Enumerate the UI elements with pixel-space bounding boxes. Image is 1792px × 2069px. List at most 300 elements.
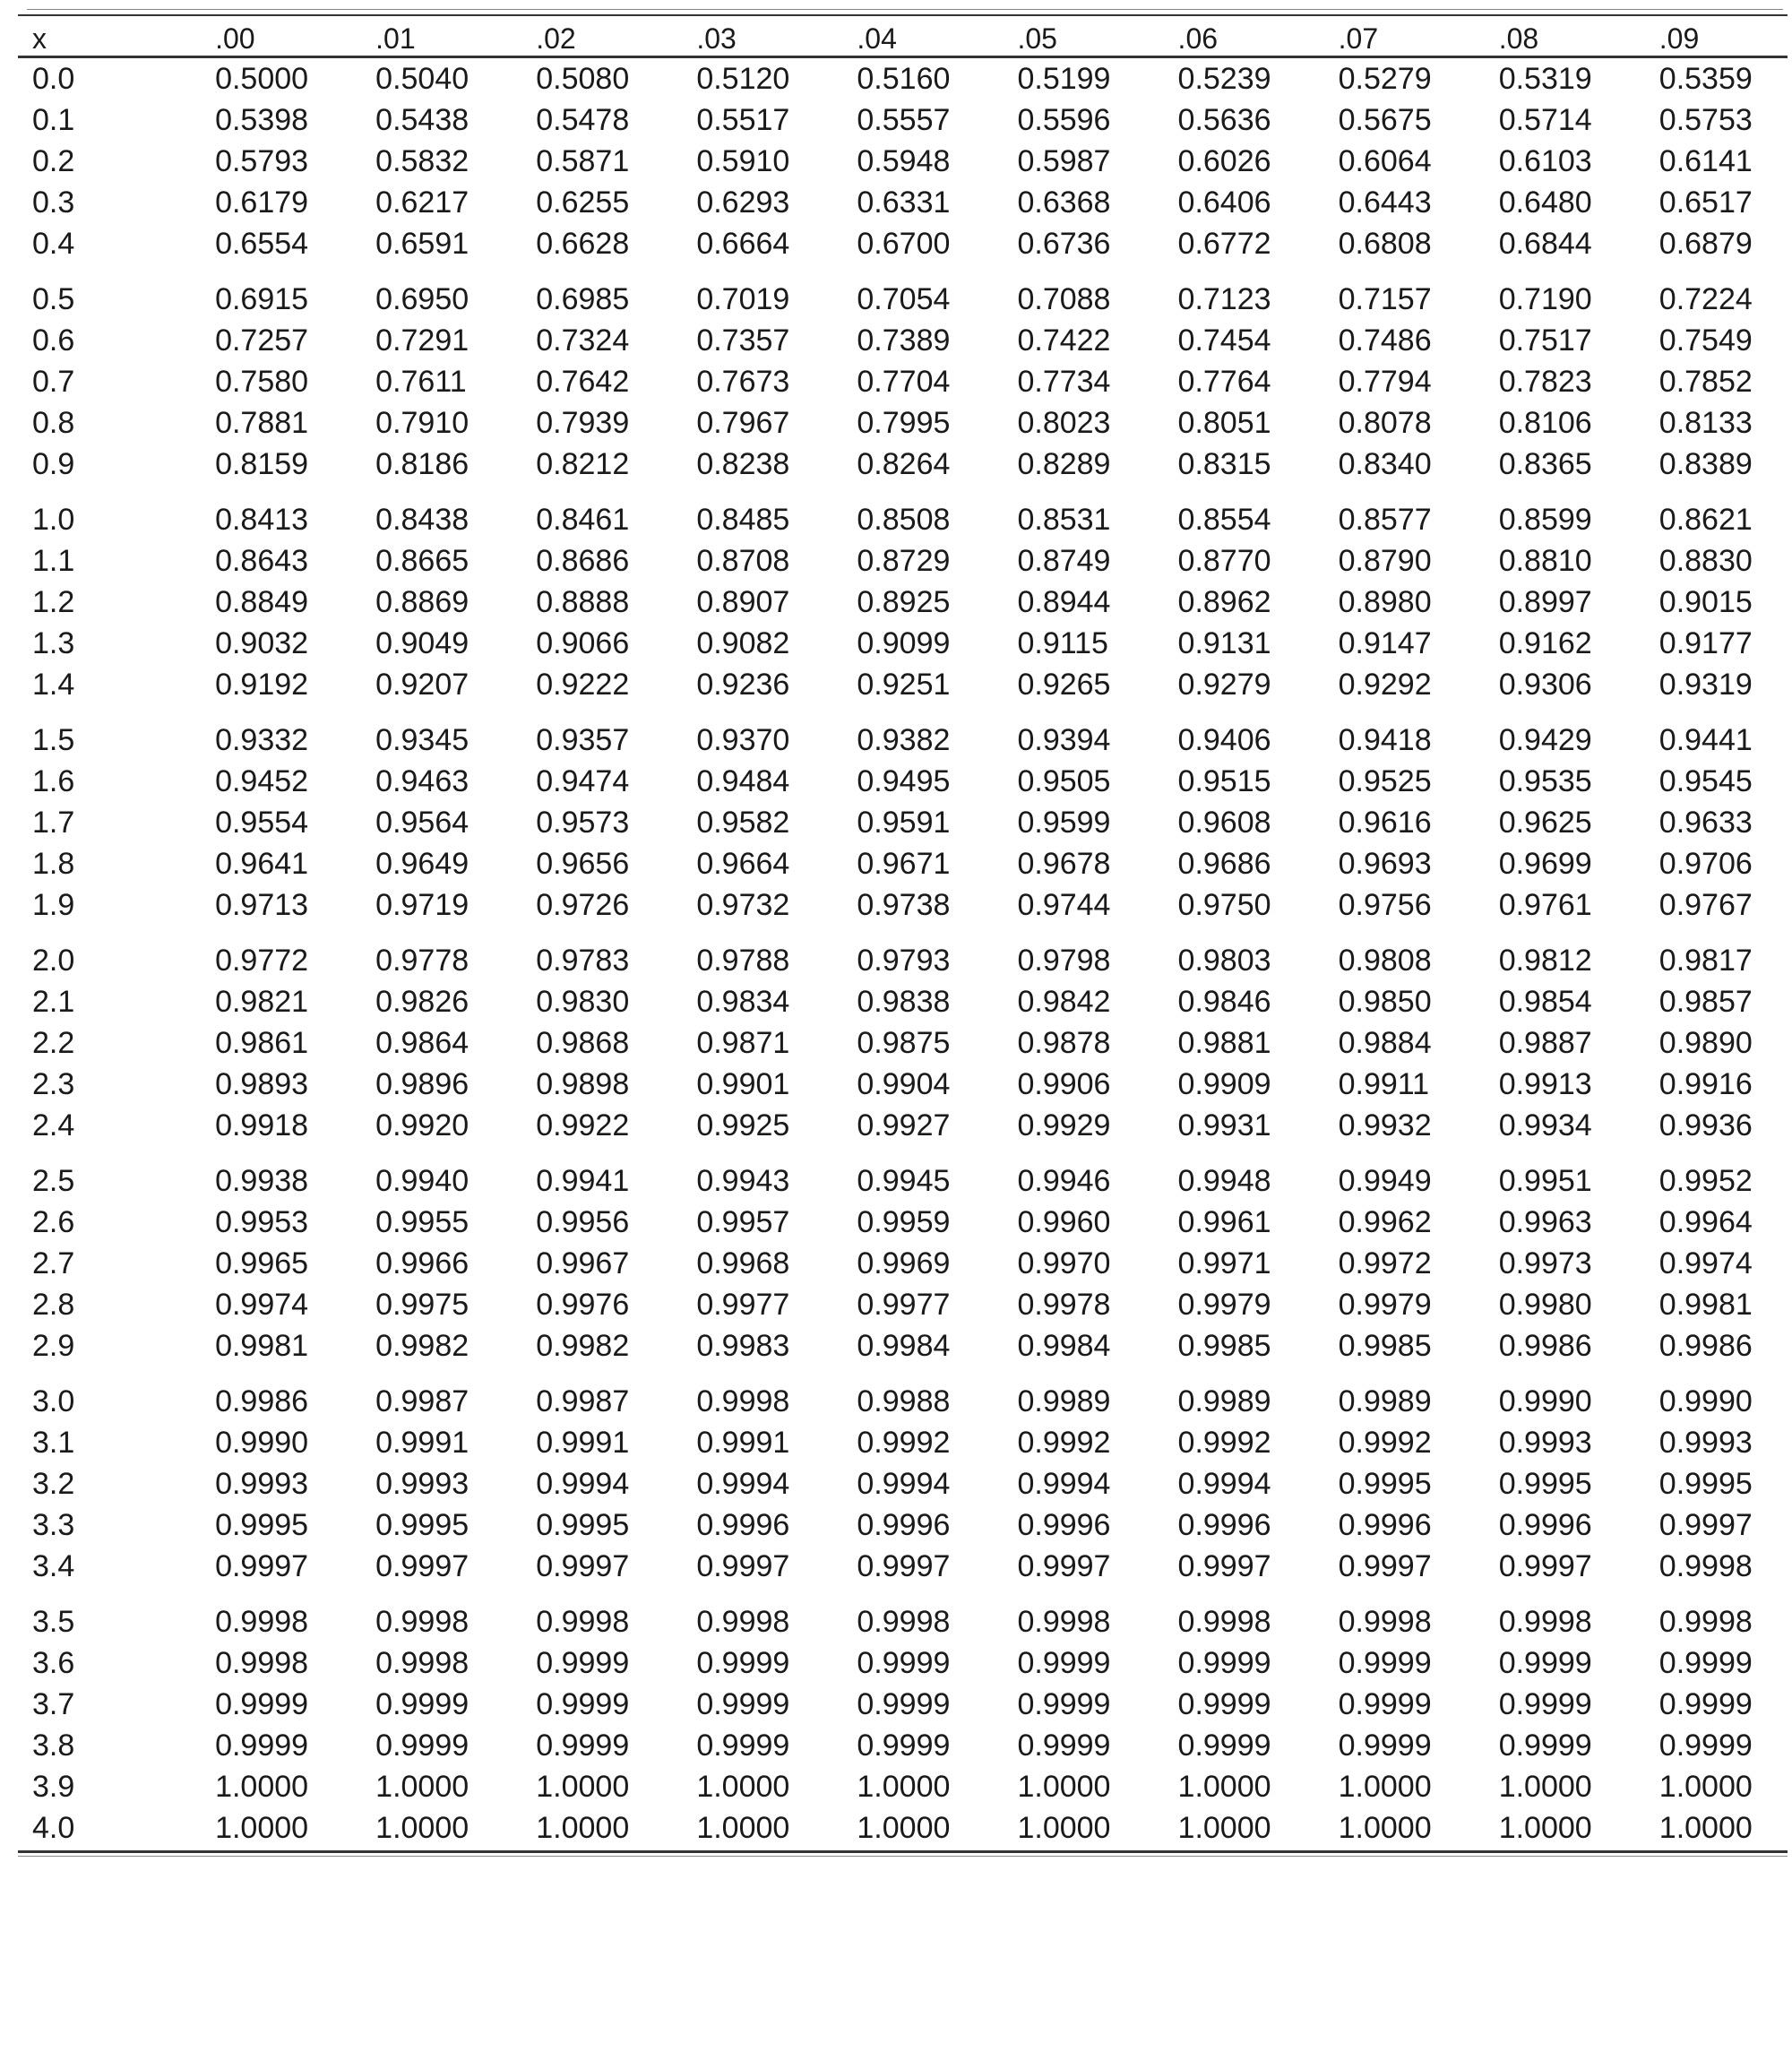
probability-cell: 0.6293 — [696, 185, 790, 220]
probability-cell: 0.5359 — [1658, 62, 1753, 96]
header-row — [18, 16, 1788, 57]
probability-cell: 0.9817 — [1658, 944, 1753, 978]
probability-cell: 0.5438 — [375, 103, 470, 137]
probability-cell: 0.9767 — [1658, 888, 1753, 922]
probability-cell: 1.0000 — [536, 1770, 630, 1804]
probability-cell: 0.9678 — [1017, 847, 1111, 881]
probability-cell: 0.5871 — [536, 144, 630, 178]
probability-cell: 1.0000 — [1338, 1811, 1432, 1845]
probability-cell: 0.7734 — [1017, 365, 1111, 399]
probability-cell: 0.5557 — [857, 103, 951, 137]
probability-cell: 0.9131 — [1177, 626, 1271, 660]
probability-cell: 0.5753 — [1658, 103, 1753, 137]
row-x-value: 0.6 — [32, 323, 75, 358]
probability-cell: 0.9793 — [857, 944, 951, 978]
probability-cell: 0.8159 — [215, 447, 309, 481]
row-x-value: 3.4 — [32, 1549, 75, 1583]
probability-cell: 0.9998 — [696, 1384, 790, 1418]
group-spacer-cell — [18, 485, 1788, 499]
probability-cell: 0.9994 — [1017, 1467, 1111, 1501]
probability-cell: 0.8708 — [696, 544, 790, 578]
probability-cell: 0.9997 — [375, 1549, 470, 1583]
probability-cell: 0.9996 — [1338, 1508, 1432, 1542]
probability-cell: 0.9997 — [536, 1549, 630, 1583]
probability-cell: 0.9896 — [375, 1067, 470, 1101]
probability-cell: 0.9998 — [1177, 1605, 1271, 1639]
probability-cell: 0.5987 — [1017, 144, 1111, 178]
probability-cell: 0.9798 — [1017, 944, 1111, 978]
probability-cell: 0.9999 — [215, 1687, 309, 1721]
table-row — [18, 57, 1788, 100]
probability-cell: 0.9999 — [536, 1646, 630, 1680]
probability-cell: 0.9979 — [1177, 1288, 1271, 1322]
header-col: .09 — [1627, 16, 1788, 57]
table-row — [18, 884, 1788, 926]
probability-cell: 0.9999 — [1338, 1646, 1432, 1680]
probability-cell: 0.9975 — [375, 1288, 470, 1322]
probability-cell: 0.6026 — [1177, 144, 1271, 178]
probability-cell: 0.9949 — [1338, 1164, 1432, 1198]
probability-cell: 0.9699 — [1498, 847, 1592, 881]
probability-cell: 0.9966 — [375, 1246, 470, 1280]
probability-cell: 1.0000 — [1498, 1811, 1592, 1845]
probability-cell: 0.9996 — [696, 1508, 790, 1542]
probability-cell: 0.9972 — [1338, 1246, 1432, 1280]
probability-cell: 0.9756 — [1338, 888, 1432, 922]
group-spacer-cell — [18, 1587, 1788, 1601]
probability-cell: 0.9931 — [1177, 1108, 1271, 1142]
probability-cell: 0.9418 — [1338, 723, 1432, 757]
probability-cell: 0.9996 — [1017, 1508, 1111, 1542]
probability-cell: 0.9082 — [696, 626, 790, 660]
probability-cell: 0.9049 — [375, 626, 470, 660]
bottom-rule-faint — [18, 1856, 1788, 1857]
group-spacer-cell — [18, 1146, 1788, 1160]
table-row — [18, 1284, 1788, 1325]
probability-cell: 0.9991 — [375, 1426, 470, 1460]
probability-cell: 0.9893 — [215, 1067, 309, 1101]
probability-cell: 0.9999 — [1017, 1728, 1111, 1763]
probability-cell: 0.6368 — [1017, 185, 1111, 220]
probability-cell: 0.9177 — [1658, 626, 1753, 660]
probability-cell: 0.9319 — [1658, 668, 1753, 702]
probability-cell: 0.9192 — [215, 668, 309, 702]
probability-cell: 0.9968 — [696, 1246, 790, 1280]
probability-cell: 0.6141 — [1658, 144, 1753, 178]
probability-cell: 0.9857 — [1658, 985, 1753, 1019]
probability-cell: 0.9996 — [1498, 1508, 1592, 1542]
probability-cell: 1.0000 — [1177, 1770, 1271, 1804]
probability-cell: 1.0000 — [857, 1811, 951, 1845]
probability-cell: 0.8554 — [1177, 503, 1271, 537]
probability-cell: 0.9998 — [215, 1605, 309, 1639]
row-x-value: 0.4 — [32, 227, 75, 261]
probability-cell: 0.9783 — [536, 944, 630, 978]
probability-cell: 0.9991 — [536, 1426, 630, 1460]
probability-cell: 0.7642 — [536, 365, 630, 399]
probability-cell: 0.8577 — [1338, 503, 1432, 537]
probability-cell: 0.9916 — [1658, 1067, 1753, 1101]
table-row — [18, 1684, 1788, 1725]
probability-cell: 0.9998 — [1658, 1605, 1753, 1639]
probability-cell: 0.9706 — [1658, 847, 1753, 881]
probability-cell: 0.8340 — [1338, 447, 1432, 481]
probability-cell: 0.6664 — [696, 227, 790, 261]
z-table — [18, 16, 1788, 1849]
table-row — [18, 981, 1788, 1022]
probability-cell: 0.7881 — [215, 406, 309, 440]
table-row — [18, 1381, 1788, 1422]
probability-cell: 0.9345 — [375, 723, 470, 757]
probability-cell: 0.9971 — [1177, 1246, 1271, 1280]
probability-cell: 0.6103 — [1498, 144, 1592, 178]
header-col: .00 — [183, 16, 343, 57]
probability-cell: 0.9788 — [696, 944, 790, 978]
probability-cell: 0.6443 — [1338, 185, 1432, 220]
probability-cell: 0.9906 — [1017, 1067, 1111, 1101]
probability-cell: 0.9965 — [215, 1246, 309, 1280]
probability-cell: 0.7357 — [696, 323, 790, 358]
probability-cell: 0.9994 — [1177, 1467, 1271, 1501]
probability-cell: 0.9616 — [1338, 806, 1432, 840]
probability-cell: 0.9015 — [1658, 585, 1753, 619]
probability-cell: 0.6217 — [375, 185, 470, 220]
probability-cell: 0.9871 — [696, 1026, 790, 1060]
row-x-value: 3.5 — [32, 1605, 75, 1639]
probability-cell: 0.5279 — [1338, 62, 1432, 96]
row-x-value: 0.8 — [32, 406, 75, 440]
probability-cell: 0.9911 — [1338, 1067, 1430, 1101]
table-header — [18, 16, 1788, 57]
probability-cell: 0.9993 — [375, 1467, 470, 1501]
row-x-value: 2.0 — [32, 944, 75, 978]
probability-cell: 0.9394 — [1017, 723, 1111, 757]
probability-cell: 0.8665 — [375, 544, 470, 578]
probability-cell: 0.5832 — [375, 144, 470, 178]
probability-cell: 0.9564 — [375, 806, 470, 840]
header-col: .01 — [343, 16, 504, 57]
table-row — [18, 940, 1788, 981]
probability-cell: 0.8810 — [1498, 544, 1592, 578]
probability-cell: 0.9998 — [375, 1605, 470, 1639]
probability-cell: 0.7224 — [1658, 282, 1753, 316]
probability-cell: 0.9821 — [215, 985, 309, 1019]
probability-cell: 0.9999 — [1177, 1687, 1271, 1721]
probability-cell: 0.9988 — [857, 1384, 951, 1418]
probability-cell: 0.9956 — [536, 1205, 630, 1239]
row-x-value: 1.1 — [32, 544, 75, 578]
normal-distribution-table-sheet — [18, 9, 1788, 1857]
table-row — [18, 361, 1788, 402]
group-spacer — [18, 1146, 1788, 1160]
probability-cell: 0.9995 — [1338, 1467, 1432, 1501]
probability-cell: 0.8888 — [536, 585, 630, 619]
probability-cell: 0.9998 — [1658, 1549, 1753, 1583]
probability-cell: 0.9996 — [1177, 1508, 1271, 1542]
probability-cell: 0.9265 — [1017, 668, 1111, 702]
probability-cell: 0.8729 — [857, 544, 951, 578]
probability-cell: 0.8365 — [1498, 447, 1592, 481]
table-row — [18, 320, 1788, 361]
probability-cell: 0.9693 — [1338, 847, 1432, 881]
header-col: .05 — [985, 16, 1145, 57]
probability-cell: 0.9964 — [1658, 1205, 1753, 1239]
probability-cell: 0.9719 — [375, 888, 470, 922]
probability-cell: 0.9981 — [215, 1329, 309, 1363]
table-row — [18, 843, 1788, 884]
probability-cell: 0.9998 — [1017, 1605, 1111, 1639]
group-spacer — [18, 705, 1788, 720]
probability-cell: 0.9887 — [1498, 1026, 1592, 1060]
probability-cell: 0.9772 — [215, 944, 309, 978]
probability-cell: 0.9957 — [696, 1205, 790, 1239]
probability-cell: 0.9868 — [536, 1026, 630, 1060]
table-row — [18, 182, 1788, 223]
probability-cell: 0.9236 — [696, 668, 790, 702]
probability-cell: 0.9920 — [375, 1108, 470, 1142]
probability-cell: 0.9222 — [536, 668, 630, 702]
probability-cell: 0.9846 — [1177, 985, 1271, 1019]
probability-cell: 0.9251 — [857, 668, 951, 702]
probability-cell: 0.9207 — [375, 668, 470, 702]
probability-cell: 0.9656 — [536, 847, 630, 881]
probability-cell: 0.5910 — [696, 144, 790, 178]
probability-cell: 0.9998 — [857, 1605, 951, 1639]
probability-cell: 0.9726 — [536, 888, 630, 922]
probability-cell: 1.0000 — [375, 1770, 470, 1804]
row-x-value: 3.3 — [32, 1508, 75, 1542]
probability-cell: 0.9850 — [1338, 985, 1432, 1019]
probability-cell: 0.9999 — [1498, 1687, 1592, 1721]
probability-cell: 1.0000 — [696, 1770, 790, 1804]
table-row — [18, 664, 1788, 705]
probability-cell: 0.9406 — [1177, 723, 1271, 757]
probability-cell: 0.9115 — [1017, 626, 1108, 660]
probability-cell: 0.9998 — [215, 1646, 309, 1680]
probability-cell: 0.9961 — [1177, 1205, 1271, 1239]
probability-cell: 0.9999 — [857, 1646, 951, 1680]
probability-cell: 0.9976 — [536, 1288, 630, 1322]
probability-cell: 0.9998 — [375, 1646, 470, 1680]
row-x-value: 3.9 — [32, 1770, 75, 1804]
row-x-value: 2.7 — [32, 1246, 75, 1280]
probability-cell: 0.7823 — [1498, 365, 1592, 399]
probability-cell: 0.9999 — [857, 1687, 951, 1721]
probability-cell: 0.9999 — [1498, 1646, 1592, 1680]
probability-cell: 0.7910 — [375, 406, 470, 440]
probability-cell: 0.9997 — [215, 1549, 309, 1583]
probability-cell: 0.9826 — [375, 985, 470, 1019]
group-spacer-cell — [18, 705, 1788, 720]
row-x-value: 1.8 — [32, 847, 75, 881]
probability-cell: 0.9969 — [857, 1246, 951, 1280]
header-col: .02 — [504, 16, 664, 57]
probability-cell: 0.6628 — [536, 227, 630, 261]
probability-cell: 0.9997 — [1498, 1549, 1592, 1583]
probability-cell: 0.9946 — [1017, 1164, 1111, 1198]
probability-cell: 0.9744 — [1017, 888, 1111, 922]
probability-cell: 0.9999 — [1658, 1728, 1753, 1763]
probability-cell: 0.7611 — [375, 365, 467, 399]
probability-cell: 1.0000 — [1498, 1770, 1592, 1804]
row-x-value: 2.9 — [32, 1329, 75, 1363]
probability-cell: 0.9881 — [1177, 1026, 1271, 1060]
probability-cell: 1.0000 — [215, 1811, 309, 1845]
header-col: .08 — [1467, 16, 1627, 57]
group-spacer — [18, 485, 1788, 499]
probability-cell: 0.9989 — [1017, 1384, 1111, 1418]
probability-cell: 0.6591 — [375, 227, 470, 261]
probability-cell: 0.9904 — [857, 1067, 951, 1101]
probability-cell: 0.9999 — [1658, 1687, 1753, 1721]
probability-cell: 0.8997 — [1498, 585, 1592, 619]
probability-cell: 0.9982 — [536, 1329, 630, 1363]
probability-cell: 0.9990 — [1498, 1384, 1592, 1418]
table-row — [18, 499, 1788, 540]
probability-cell: 0.9306 — [1498, 668, 1592, 702]
row-x-value: 3.2 — [32, 1467, 75, 1501]
probability-cell: 0.9738 — [857, 888, 951, 922]
row-x-value: 2.8 — [32, 1288, 75, 1322]
probability-cell: 0.8508 — [857, 503, 951, 537]
probability-cell: 0.9838 — [857, 985, 951, 1019]
probability-cell: 0.8289 — [1017, 447, 1111, 481]
probability-cell: 0.9625 — [1498, 806, 1592, 840]
probability-cell: 0.8790 — [1338, 544, 1432, 578]
row-x-value: 2.5 — [32, 1164, 75, 1198]
row-x-value: 3.8 — [32, 1728, 75, 1763]
probability-cell: 0.7939 — [536, 406, 630, 440]
row-x-value: 2.6 — [32, 1205, 75, 1239]
table-row — [18, 1463, 1788, 1504]
probability-cell: 0.9932 — [1338, 1108, 1432, 1142]
table-row — [18, 761, 1788, 802]
probability-cell: 0.7967 — [696, 406, 790, 440]
probability-cell: 0.9878 — [1017, 1026, 1111, 1060]
probability-cell: 0.9938 — [215, 1164, 309, 1198]
row-x-value: 3.7 — [32, 1687, 75, 1721]
probability-cell: 0.9925 — [696, 1108, 790, 1142]
probability-cell: 0.8212 — [536, 447, 630, 481]
probability-cell: 0.7517 — [1498, 323, 1592, 358]
row-x-value: 0.0 — [32, 62, 75, 96]
group-spacer — [18, 1366, 1788, 1381]
row-x-value: 1.2 — [32, 585, 75, 619]
probability-cell: 0.9995 — [1498, 1467, 1592, 1501]
probability-cell: 0.9943 — [696, 1164, 790, 1198]
row-x-value: 2.2 — [32, 1026, 75, 1060]
group-spacer — [18, 1587, 1788, 1601]
probability-cell: 0.9999 — [857, 1728, 951, 1763]
row-x-value: 2.3 — [32, 1067, 75, 1101]
table-row — [18, 1422, 1788, 1463]
probability-cell: 0.8438 — [375, 503, 470, 537]
probability-cell: 0.9974 — [215, 1288, 309, 1322]
group-spacer-cell — [18, 926, 1788, 940]
probability-cell: 0.9732 — [696, 888, 790, 922]
table-row — [18, 1105, 1788, 1146]
probability-cell: 1.0000 — [696, 1811, 790, 1845]
probability-cell: 0.8051 — [1177, 406, 1271, 440]
probability-cell: 0.9803 — [1177, 944, 1271, 978]
probability-cell: 0.9951 — [1498, 1164, 1592, 1198]
row-x-value: 4.0 — [32, 1811, 75, 1845]
probability-cell: 0.7389 — [857, 323, 951, 358]
probability-cell: 0.9999 — [536, 1728, 630, 1763]
probability-cell: 0.9962 — [1338, 1205, 1432, 1239]
probability-cell: 0.6772 — [1177, 227, 1271, 261]
probability-cell: 0.9978 — [1017, 1288, 1111, 1322]
probability-cell: 0.8078 — [1338, 406, 1432, 440]
probability-cell: 0.9292 — [1338, 668, 1432, 702]
probability-cell: 0.9963 — [1498, 1205, 1592, 1239]
probability-cell: 0.9999 — [375, 1728, 470, 1763]
probability-cell: 0.6879 — [1658, 227, 1753, 261]
probability-cell: 0.9664 — [696, 847, 790, 881]
probability-cell: 0.9981 — [1658, 1288, 1753, 1322]
probability-cell: 0.8264 — [857, 447, 951, 481]
table-row — [18, 1601, 1788, 1642]
probability-cell: 0.9959 — [857, 1205, 951, 1239]
probability-cell: 0.6844 — [1498, 227, 1592, 261]
header-x: x — [18, 16, 183, 57]
probability-cell: 0.8643 — [215, 544, 309, 578]
probability-cell: 0.7549 — [1658, 323, 1753, 358]
probability-cell: 0.6517 — [1658, 185, 1753, 220]
bottom-rule — [18, 1850, 1788, 1853]
probability-cell: 0.6554 — [215, 227, 309, 261]
probability-cell: 0.5398 — [215, 103, 309, 137]
probability-cell: 0.6406 — [1177, 185, 1271, 220]
probability-cell: 0.9357 — [536, 723, 630, 757]
probability-cell: 0.8133 — [1658, 406, 1753, 440]
probability-cell: 1.0000 — [857, 1770, 951, 1804]
table-row — [18, 1064, 1788, 1105]
probability-cell: 0.5120 — [696, 62, 790, 96]
row-x-value: 0.5 — [32, 282, 75, 316]
table-row — [18, 402, 1788, 444]
probability-cell: 0.9999 — [696, 1728, 790, 1763]
probability-cell: 0.9995 — [1658, 1467, 1753, 1501]
probability-cell: 0.9834 — [696, 985, 790, 1019]
probability-cell: 0.9983 — [696, 1329, 790, 1363]
probability-cell: 0.6331 — [857, 185, 951, 220]
probability-cell: 0.9997 — [1338, 1549, 1432, 1583]
probability-cell: 0.8599 — [1498, 503, 1592, 537]
probability-cell: 0.9713 — [215, 888, 309, 922]
probability-cell: 0.9861 — [215, 1026, 309, 1060]
probability-cell: 0.5160 — [857, 62, 951, 96]
probability-cell: 0.9997 — [1177, 1549, 1271, 1583]
table-row — [18, 1325, 1788, 1366]
probability-cell: 1.0000 — [1017, 1770, 1111, 1804]
probability-cell: 0.9812 — [1498, 944, 1592, 978]
probability-cell: 0.9990 — [215, 1426, 309, 1460]
probability-cell: 0.9808 — [1338, 944, 1432, 978]
probability-cell: 0.9649 — [375, 847, 470, 881]
probability-cell: 0.9999 — [215, 1728, 309, 1763]
probability-cell: 0.7422 — [1017, 323, 1111, 358]
probability-cell: 1.0000 — [215, 1770, 309, 1804]
probability-cell: 0.9941 — [536, 1164, 630, 1198]
table-row — [18, 444, 1788, 485]
probability-cell: 0.9778 — [375, 944, 470, 978]
table-row — [18, 540, 1788, 582]
row-x-value: 1.4 — [32, 668, 75, 702]
header-col: .04 — [824, 16, 985, 57]
probability-cell: 0.8686 — [536, 544, 630, 578]
probability-cell: 0.9977 — [696, 1288, 790, 1322]
